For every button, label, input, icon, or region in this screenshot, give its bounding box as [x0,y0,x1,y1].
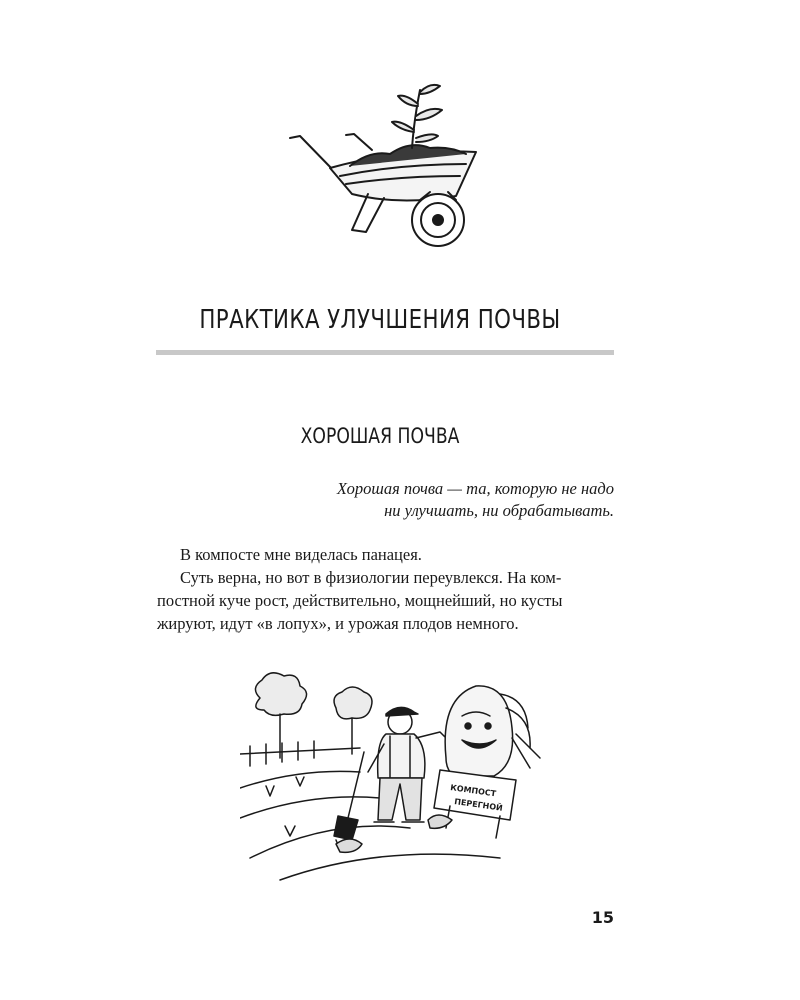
paragraph-line: постной куче рост, действительно, мощнейший, но кусты [157,591,563,610]
epigraph-line: ни улучшать, ни обрабатывать. [384,501,614,520]
section-title: ХОРОШАЯ ПОЧВА [300,424,460,448]
gardener-illustration [240,668,545,883]
compost-sign-text: КОМПОСТ [449,783,497,799]
paragraph-line: В компосте мне виделась панацея. [180,545,422,564]
title-divider [156,350,614,355]
chapter-title: ПРАКТИКА УЛУЧШЕНИЯ ПОЧВЫ [199,305,561,335]
paragraph-line: жируют, идут «в лопух», и урожая плодов немного. [157,614,519,633]
wheelbarrow-illustration [280,80,490,250]
epigraph [214,478,614,522]
page-number: 15 [591,908,614,927]
body-paragraphs [157,543,615,635]
paragraph-line: Суть верна, но вот в физиологии переувлекся. На ком- [180,568,562,587]
compost-sign-text: ПЕРЕГНОЙ [453,797,504,813]
epigraph-line: Хорошая почва — та, которую не надо [336,479,614,498]
